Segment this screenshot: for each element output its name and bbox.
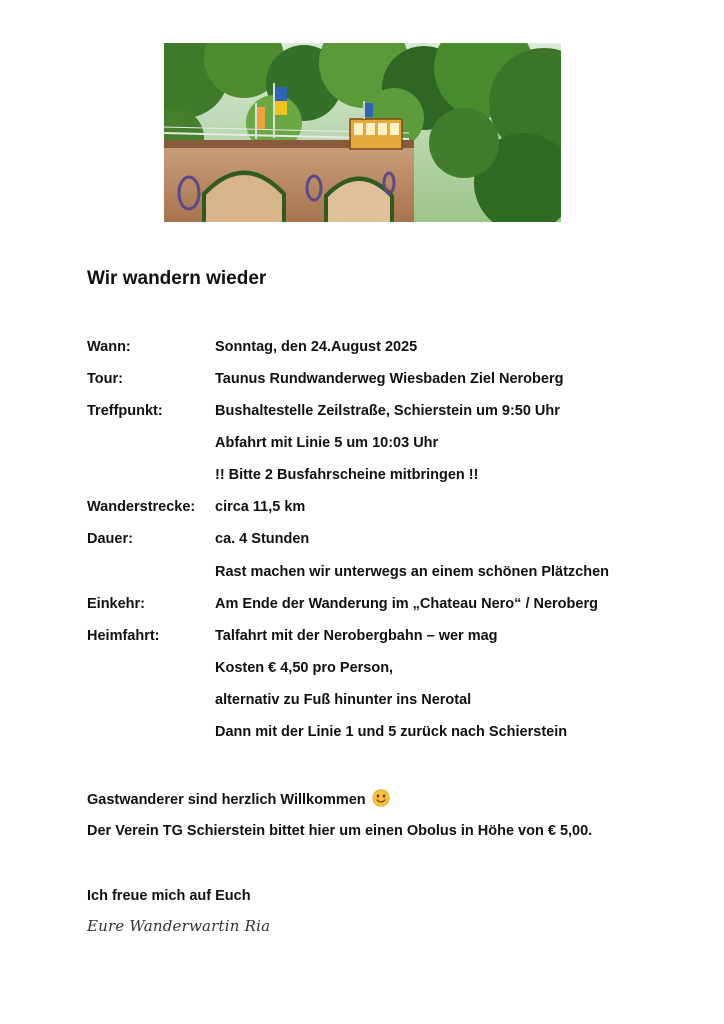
detail-label: Wann: [87,339,131,355]
detail-label: Tour: [87,371,123,387]
guests-text: Gastwanderer sind herzlich Willkommen [87,792,366,808]
detail-value: Rast machen wir unterwegs an einem schönen Plätzchen [215,564,610,580]
detail-label: Dauer: [87,531,133,547]
detail-label: Treffpunkt: [87,403,163,419]
closing-text: Ich freue mich auf Euch [87,888,251,904]
detail-label: Wanderstrecke: [87,499,196,515]
detail-value: Bushaltestelle Zeilstraße, Schierstein um 9:50 Uhr [215,403,560,419]
detail-value: Dann mit der Linie 1 und 5 zurück nach Schierstein [215,724,568,740]
detail-label: Heimfahrt: [87,628,160,644]
detail-value: Am Ende der Wanderung im „Chateau Nero“ / Neroberg [215,596,598,612]
header-photo [164,43,561,222]
detail-value: alternativ zu Fuß hinunter ins Nerotal [215,692,472,708]
page-title: Wir wandern wieder [87,268,267,289]
guests-line [87,789,390,813]
detail-label: Einkehr: [87,596,146,612]
signature: Eure Wanderwartin Ria [87,917,271,935]
detail-value: Sonntag, den 24.August 2025 [215,339,418,355]
funicular-viaduct-photo [164,43,561,222]
detail-value: Talfahrt mit der Nerobergbahn – wer mag [215,628,498,644]
obolus-text: Der Verein TG Schierstein bittet hier um einen Obolus in Höhe von € 5,00. [87,823,593,839]
detail-value: Kosten € 4,50 pro Person, [215,660,394,676]
detail-value: !! Bitte 2 Busfahrscheine mitbringen !! [215,467,479,483]
detail-value: Abfahrt mit Linie 5 um 10:03 Uhr [215,435,439,451]
detail-value: circa 11,5 km [215,499,306,515]
smiley-icon [372,789,390,813]
detail-value: Taunus Rundwanderweg Wiesbaden Ziel Neroberg [215,371,564,387]
detail-value: ca. 4 Stunden [215,531,310,547]
